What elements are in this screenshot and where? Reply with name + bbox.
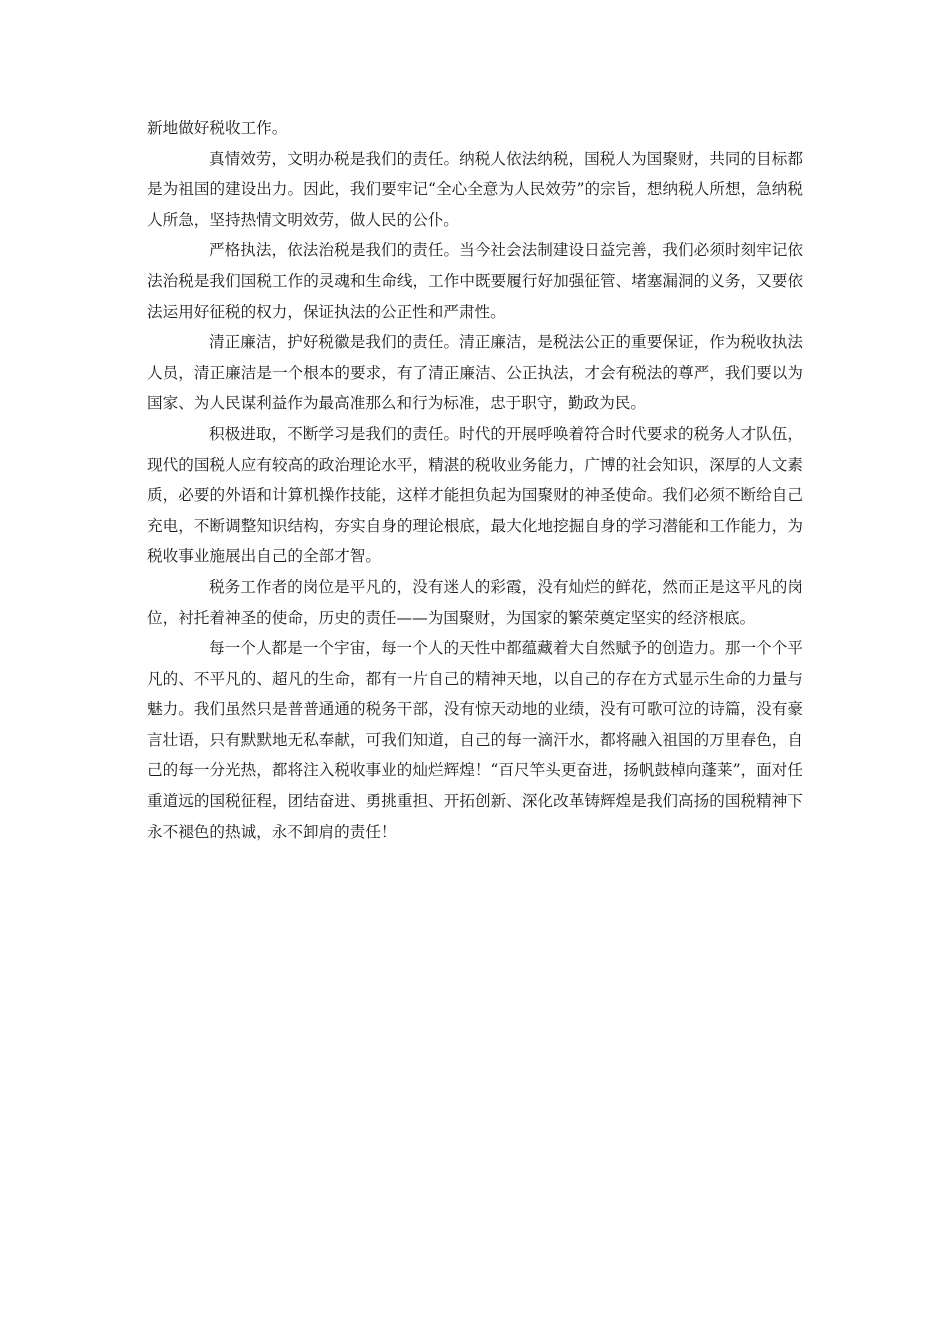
paragraph-conclusion: 每一个人都是一个宇宙，每一个人的天性中都蕴藏着大自然赋予的创造力。那一个个平凡的、不平凡的、超凡的生命，都有一片自己的精神天地，以自己的存在方式显示生命的力量与魅力。我们虽然只是普普通通的税务干部，没有惊天动地的业绩，没有可歌可泣的诗篇，没有豪言壮语，只有默默地无私奉献，可我们知道，自己的每一滴汗水，都将融入祖国的万里春色，自己的每一分光热，都将注入税收事业的灿烂辉煌！“百尺竿头更奋进，扬帆鼓棹向蓬莱”，面对任重道远的国税征程，团结奋进、勇挑重担、开拓创新、深化改革铸辉煌是我们高扬的国税精神下永不褪色的热诚，永不卸肩的责任！ [147,639,803,841]
paragraph-service: 真情效劳，文明办税是我们的责任。纳税人依法纳税，国税人为国聚财，共同的目标都是为祖国的建设出力。因此，我们要牢记“全心全意为人民效劳”的宗旨，想纳税人所想，急纳税人所急，坚持热情文明效劳，做人民的公仆。 [147,149,803,229]
paragraph-law-enforcement: 严格执法，依法治税是我们的责任。当今社会法制建设日益完善，我们必须时刻牢记依法治税是我们国税工作的灵魂和生命线，工作中既要履行好加强征管、堵塞漏洞的义务，又要依法运用好征税的权力，保证执法的公正性和严肃性。 [147,241,803,321]
document-body [147,113,803,847]
paragraph-integrity: 清正廉洁，护好税徽是我们的责任。清正廉洁，是税法公正的重要保证，作为税收执法人员，清正廉洁是一个根本的要求，有了清正廉洁、公正执法，才会有税法的尊严，我们要以为国家、为人民谋利益作为最高准那么和行为标准，忠于职守，勤政为民。 [147,333,803,413]
paragraph-continuation: 新地做好税收工作。 [147,119,288,137]
paragraph-learning: 积极进取，不断学习是我们的责任。时代的开展呼唤着符合时代要求的税务人才队伍，现代的国税人应有较高的政治理论水平，精湛的税收业务能力，广博的社会知识，深厚的人文素质，必要的外语和计算机操作技能，这样才能担负起为国聚财的神圣使命。我们必须不断给自己充电，不断调整知识结构，夯实自身的理论根底，最大化地挖掘自身的学习潜能和工作能力，为税收事业施展出自己的全部才智。 [147,424,803,566]
paragraph-ordinary-post: 税务工作者的岗位是平凡的，没有迷人的彩霞，没有灿烂的鲜花，然而正是这平凡的岗位，衬托着神圣的使命，历史的责任——为国聚财，为国家的繁荣奠定坚实的经济根底。 [147,577,803,627]
